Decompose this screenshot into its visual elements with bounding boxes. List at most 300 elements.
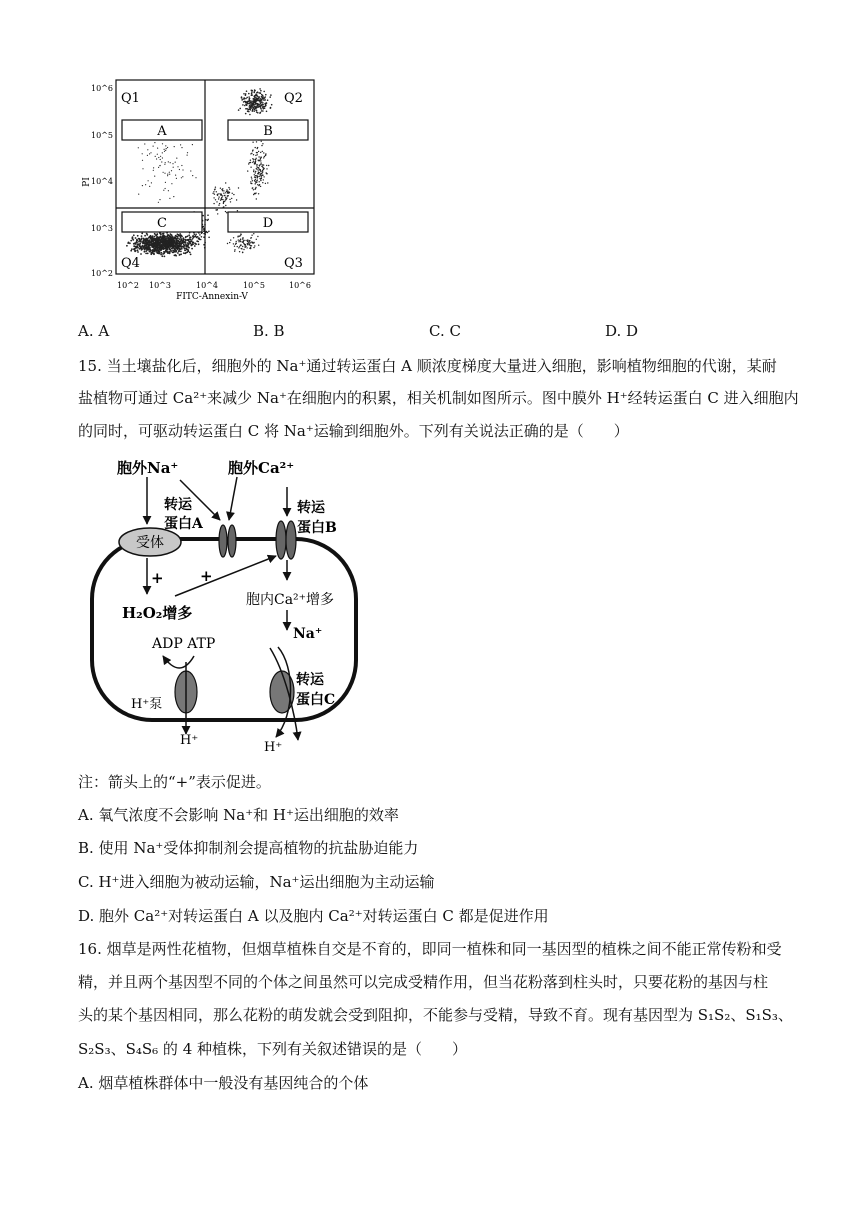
scatter-dot: [186, 247, 188, 249]
scatter-dot: [172, 163, 173, 164]
scatter-dot: [250, 109, 252, 111]
scatter-dot: [242, 98, 244, 100]
scatter-dot: [198, 243, 200, 245]
scatter-dot: [149, 186, 150, 187]
scatter-dot: [251, 177, 252, 178]
scatter-dot: [192, 243, 194, 245]
scatter-dot: [194, 233, 196, 235]
scatter-dot: [186, 251, 188, 253]
scatter-dot: [189, 236, 191, 238]
scatter-dot: [251, 91, 253, 93]
scatter-dot: [191, 244, 193, 246]
scatter-dot: [177, 240, 179, 242]
scatter-dot: [258, 193, 259, 194]
scatter-dot: [147, 149, 148, 150]
scatter-dot: [194, 245, 196, 247]
scatter-dot: [253, 242, 254, 243]
scatter-dot: [255, 94, 257, 96]
scatter-dot: [262, 166, 263, 167]
scatter-dot: [250, 167, 251, 168]
q14-option-a: A. A: [78, 322, 110, 340]
scatter-dot: [252, 149, 253, 150]
scatter-dot: [179, 250, 181, 252]
y-tick-label: 10^4: [91, 177, 113, 186]
scatter-dot: [140, 239, 142, 241]
q14-option-d: D. D: [605, 322, 639, 340]
scatter-dot: [170, 238, 172, 240]
scatter-dot: [178, 247, 180, 249]
y-axis-label: PI: [82, 177, 92, 187]
scatter-dot: [257, 96, 259, 98]
scatter-dot: [167, 240, 169, 242]
scatter-dot: [165, 188, 166, 189]
scatter-dot: [225, 192, 226, 193]
scatter-dot: [228, 193, 229, 194]
scatter-dot: [256, 239, 257, 240]
scatter-dot: [131, 248, 133, 250]
scatter-dot: [148, 180, 149, 181]
scatter-dot: [175, 251, 177, 253]
scatter-dot: [254, 110, 256, 112]
scatter-dot: [155, 241, 157, 243]
scatter-dot: [255, 181, 256, 182]
scatter-dot: [145, 241, 147, 243]
x-tick-label: 10^4: [196, 281, 218, 290]
q16-stem-line-1: 16. 烟草是两性花植物，但烟草植株自交是不育的，即同一植株和同一基因型的植株之间不能正常传粉和受: [78, 940, 782, 958]
scatter-dot: [252, 158, 253, 159]
scatter-dot: [151, 182, 152, 183]
scatter-dot: [261, 99, 263, 101]
q14-option-b: B. B: [253, 322, 285, 340]
scatter-dot: [179, 235, 181, 237]
scatter-dot: [256, 164, 257, 165]
scatter-dot: [232, 193, 233, 194]
scatter-dot: [176, 178, 177, 179]
promote-plus-2: +: [200, 567, 213, 585]
scatter-dot: [252, 162, 253, 163]
x-axis-label: FITC-Annexin-V: [176, 292, 248, 302]
scatter-dot: [168, 161, 169, 162]
scatter-dot: [236, 199, 237, 200]
scatter-dot: [225, 205, 226, 206]
scatter-dot: [203, 226, 205, 228]
scatter-dot: [264, 156, 265, 157]
scatter-dot: [168, 190, 169, 191]
scatter-dot: [182, 176, 183, 177]
scatter-dot: [171, 234, 173, 236]
scatter-dot: [258, 151, 259, 152]
scatter-dot: [127, 242, 129, 244]
scatter-dot: [165, 162, 166, 163]
scatter-dot: [224, 195, 225, 196]
scatter-dot: [225, 182, 226, 183]
y-tick-labels: [91, 84, 113, 278]
scatter-dot: [207, 220, 209, 222]
scatter-dot: [198, 241, 200, 243]
scatter-dot: [131, 237, 133, 239]
q15-option-a: A. 氧气浓度不会影响 Na⁺和 H⁺运出细胞的效率: [78, 806, 399, 824]
scatter-dot: [226, 191, 227, 192]
scatter-dot: [200, 239, 202, 241]
scatter-dot: [181, 165, 182, 166]
scatter-dot: [185, 236, 187, 238]
scatter-dot: [243, 93, 245, 95]
scatter-dot: [253, 171, 254, 172]
transporter-a: [219, 525, 236, 557]
scatter-dot: [160, 156, 161, 157]
scatter-dot: [181, 246, 183, 248]
scatter-dot: [246, 247, 247, 248]
x-tick-label: 10^3: [149, 281, 171, 290]
scatter-dot: [214, 188, 215, 189]
scatter-dot: [176, 158, 177, 159]
scatter-dot: [172, 239, 174, 241]
scatter-dot: [250, 103, 252, 105]
scatter-dot: [233, 243, 234, 244]
scatter-dot: [267, 182, 268, 183]
scatter-dot: [252, 104, 254, 106]
x-tick-labels: [117, 281, 311, 290]
scatter-dot: [262, 182, 263, 183]
scatter-dot: [186, 245, 188, 247]
scatter-dot: [242, 104, 244, 106]
scatter-dot: [181, 177, 182, 178]
scatter-dot: [167, 251, 169, 253]
scatter-dot: [227, 243, 228, 244]
extracellular-ca-label: 胞外Ca²⁺: [228, 459, 295, 477]
scatter-dot: [249, 100, 251, 102]
scatter-dot: [245, 108, 247, 110]
scatter-dot: [148, 244, 150, 246]
scatter-dot: [137, 249, 139, 251]
scatter-dot: [132, 239, 134, 241]
scatter-dot: [258, 169, 259, 170]
scatter-dot: [260, 108, 262, 110]
scatter-dot: [217, 209, 218, 210]
scatter-dot: [169, 172, 170, 173]
scatter-dot: [266, 172, 267, 173]
receptor-label: 受体: [136, 535, 164, 551]
scatter-dot: [179, 238, 181, 240]
scatter-dot: [260, 180, 261, 181]
scatter-dot: [165, 145, 166, 146]
scatter-dot: [262, 110, 264, 112]
adp-atp-label: ADP ATP: [152, 636, 216, 652]
scatter-dot: [266, 111, 268, 113]
scatter-dot: [161, 246, 163, 248]
scatter-dot: [171, 236, 173, 238]
scatter-dot: [151, 246, 153, 248]
q16-stem-line-2: 精，并且两个基因型不同的个体之间虽然可以完成受精作用，但当花粉落到柱头时，只要花粉的基因与柱: [78, 973, 769, 991]
scatter-dot: [184, 239, 186, 241]
scatter-dot: [256, 198, 257, 199]
scatter-dot: [195, 235, 197, 237]
scatter-dot: [133, 234, 135, 236]
scatter-dot: [141, 235, 143, 237]
scatter-dot: [257, 184, 258, 185]
scatter-dot: [151, 238, 153, 240]
scatter-dot: [245, 102, 247, 104]
scatter-dot: [268, 165, 269, 166]
scatter-dot: [260, 169, 261, 170]
y-tick-label: 10^6: [91, 84, 113, 93]
scatter-dot: [262, 143, 263, 144]
scatter-dot: [153, 146, 154, 147]
scatter-dot: [171, 170, 172, 171]
scatter-dot: [192, 242, 194, 244]
scatter-dot: [187, 152, 188, 153]
scatter-dot: [129, 242, 131, 244]
scatter-dot: [260, 102, 262, 104]
scatter-dot: [150, 244, 152, 246]
flow-cytometry-figure: [80, 78, 320, 310]
y-tick-label: 10^3: [91, 224, 113, 233]
scatter-dot: [270, 94, 272, 96]
scatter-dot: [225, 198, 226, 199]
scatter-dot: [159, 245, 161, 247]
scatter-dot: [218, 196, 219, 197]
scatter-dot: [270, 107, 272, 109]
scatter-dot: [256, 141, 257, 142]
scatter-dot: [146, 240, 148, 242]
scatter-dot: [243, 101, 245, 103]
scatter-dot: [262, 107, 264, 109]
scatter-dot: [257, 98, 259, 100]
scatter-dot: [192, 144, 193, 145]
scatter-dot: [160, 241, 162, 243]
scatter-dot: [259, 88, 261, 90]
scatter-dot: [151, 241, 153, 243]
box-b-label: B: [263, 124, 273, 139]
scatter-dot: [233, 194, 234, 195]
scatter-dot: [138, 194, 139, 195]
scatter-dot: [207, 232, 209, 234]
scatter-dot: [218, 205, 219, 206]
scatter-dot: [223, 206, 224, 207]
scatter-dot: [248, 96, 250, 98]
scatter-dot: [263, 164, 264, 165]
scatter-dot: [219, 203, 220, 204]
scatter-dot: [190, 170, 191, 171]
scatter-dot: [253, 92, 255, 94]
scatter-dot: [167, 174, 168, 175]
scatter-dot: [164, 173, 165, 174]
scatter-dot: [212, 193, 213, 194]
box-a-label: A: [157, 124, 167, 139]
scatter-dot: [161, 252, 163, 254]
scatter-dot: [260, 164, 261, 165]
quadrant-q2-label: Q2: [284, 91, 303, 106]
scatter-dot: [256, 111, 258, 113]
scatter-dot: [168, 244, 170, 246]
scatter-dot: [195, 177, 196, 178]
scatter-dot: [163, 190, 164, 191]
scatter-dot: [172, 249, 174, 251]
scatter-dot: [194, 242, 196, 244]
scatter-dot: [173, 242, 175, 244]
scatter-dot: [225, 197, 226, 198]
scatter-dot: [185, 241, 187, 243]
scatter-dot: [260, 90, 262, 92]
scatter-dot: [264, 103, 266, 105]
scatter-dot: [141, 233, 143, 235]
scatter-dot: [190, 254, 192, 256]
scatter-dot: [252, 180, 253, 181]
scatter-dot: [150, 152, 151, 153]
q15-stem-line-1: 15. 当土壤盐化后，细胞外的 Na⁺通过转运蛋白 A 顺浓度梯度大量进入细胞，影响植物细胞的代谢，某耐: [78, 357, 777, 375]
scatter-dot: [238, 187, 239, 188]
scatter-dot: [173, 247, 175, 249]
scatter-dot: [180, 244, 182, 246]
scatter-dot: [237, 210, 238, 211]
scatter-dot: [254, 176, 255, 177]
scatter-dot: [263, 91, 265, 93]
scatter-dot: [233, 237, 234, 238]
q15-option-d: D. 胞外 Ca²⁺对转运蛋白 A 以及胞内 Ca²⁺对转运蛋白 C 都是促进作用: [78, 907, 549, 925]
scatter-dot: [160, 254, 162, 256]
scatter-dot: [261, 104, 263, 106]
scatter-dot: [164, 236, 166, 238]
scatter-dot: [234, 251, 235, 252]
scatter-dot: [262, 175, 263, 176]
scatter-dot: [153, 246, 155, 248]
q15-stem-line-2: 盐植物可通过 Ca²⁺来减少 Na⁺在细胞内的积累，相关机制如图所示。图中膜外 H⁺经转运蛋白 C 进入细胞内: [78, 389, 799, 407]
scatter-dot: [149, 236, 151, 238]
scatter-dot: [248, 93, 250, 95]
scatter-dot: [250, 160, 251, 161]
scatter-dot: [158, 157, 159, 158]
scatter-dot: [149, 241, 151, 243]
h-ion-label-2: H⁺: [264, 740, 283, 755]
scatter-dot: [242, 252, 243, 253]
scatter-dot: [255, 155, 256, 156]
scatter-dot: [139, 239, 141, 241]
scatter-dot: [252, 142, 253, 143]
scatter-dot: [262, 102, 264, 104]
transporter-b: [276, 521, 296, 559]
scatter-dot: [177, 233, 179, 235]
scatter-dot: [251, 245, 252, 246]
scatter-dot: [252, 187, 253, 188]
scatter-dot: [158, 167, 159, 168]
scatter-dot: [265, 155, 266, 156]
scatter-dot: [249, 244, 250, 245]
scatter-dot: [184, 248, 186, 250]
scatter-dot: [160, 165, 161, 166]
scatter-dot: [214, 194, 215, 195]
scatter-dot: [259, 164, 260, 165]
quadrant-q1-label: Q1: [121, 91, 140, 106]
scatter-dot: [261, 145, 262, 146]
scatter-dot: [262, 97, 264, 99]
q15-option-c: C. H⁺进入细胞为被动运输，Na⁺运出细胞为主动运输: [78, 873, 435, 891]
scatter-dot: [221, 195, 222, 196]
scatter-dot: [173, 196, 174, 197]
scatter-dot: [256, 168, 257, 169]
scatter-dot: [208, 231, 210, 233]
scatter-dot: [241, 248, 242, 249]
scatter-dot: [222, 190, 223, 191]
scatter-dot: [175, 239, 177, 241]
scatter-dot: [256, 104, 258, 106]
scatter-dot: [159, 250, 161, 252]
scatter-dot: [247, 103, 249, 105]
scatter-dot: [162, 143, 163, 144]
scatter-dot: [191, 240, 193, 242]
scatter-dot: [239, 251, 240, 252]
scatter-dot: [133, 245, 135, 247]
scatter-dot: [243, 240, 244, 241]
scatter-dot: [257, 177, 258, 178]
scatter-dot: [265, 94, 267, 96]
scatter-dot: [188, 239, 190, 241]
scatter-dot: [187, 249, 189, 251]
scatter-dot: [266, 102, 268, 104]
scatter-dot: [249, 162, 250, 163]
scatter-dot: [135, 237, 137, 239]
scatter-dot: [177, 248, 179, 250]
scatter-dot: [142, 153, 143, 154]
scatter-dot: [243, 241, 244, 242]
scatter-dot: [253, 154, 254, 155]
scatter-dot: [260, 152, 261, 153]
scatter-dot: [259, 100, 261, 102]
scatter-dot: [257, 167, 258, 168]
scatter-dot: [153, 167, 154, 168]
scatter-dot: [240, 233, 241, 234]
scatter-dot: [142, 185, 143, 186]
scatter-dot: [257, 147, 258, 148]
na-label: Na⁺: [293, 626, 323, 642]
scatter-dot: [166, 247, 168, 249]
scatter-dot: [190, 242, 192, 244]
scatter-dot: [257, 154, 258, 155]
scatter-dot: [179, 254, 181, 256]
scatter-dot: [259, 96, 261, 98]
scatter-dot: [154, 176, 155, 177]
scatter-dot: [263, 176, 264, 177]
scatter-dot: [169, 249, 171, 251]
scatter-dot: [145, 253, 147, 255]
figure-note: 注：箭头上的“+”表示促进。: [78, 773, 271, 791]
scatter-dot: [258, 167, 259, 168]
scatter-dot: [192, 235, 194, 237]
scatter-dot: [153, 253, 155, 255]
scatter-dot: [216, 191, 217, 192]
scatter-dot: [253, 233, 254, 234]
scatter-dot: [154, 142, 155, 143]
scatter-dot: [207, 214, 209, 216]
scatter-dot: [201, 236, 203, 238]
scatter-dot: [179, 248, 181, 250]
promote-plus-1: +: [151, 569, 164, 587]
scatter-dot: [260, 112, 262, 114]
scatter-dot: [255, 179, 256, 180]
scatter-dot: [191, 248, 193, 250]
scatter-dot: [271, 104, 273, 106]
scatter-dot: [242, 239, 243, 240]
scatter-dot: [250, 100, 252, 102]
scatter-dot: [236, 243, 237, 244]
scatter-dot: [184, 250, 186, 252]
scatter-dot: [157, 154, 158, 155]
scatter-dot: [133, 243, 135, 245]
scatter-dot: [165, 150, 166, 151]
scatter-dot: [164, 164, 165, 165]
scatter-dot: [261, 94, 263, 96]
scatter-dot: [182, 242, 184, 244]
scatter-dot: [126, 245, 128, 247]
